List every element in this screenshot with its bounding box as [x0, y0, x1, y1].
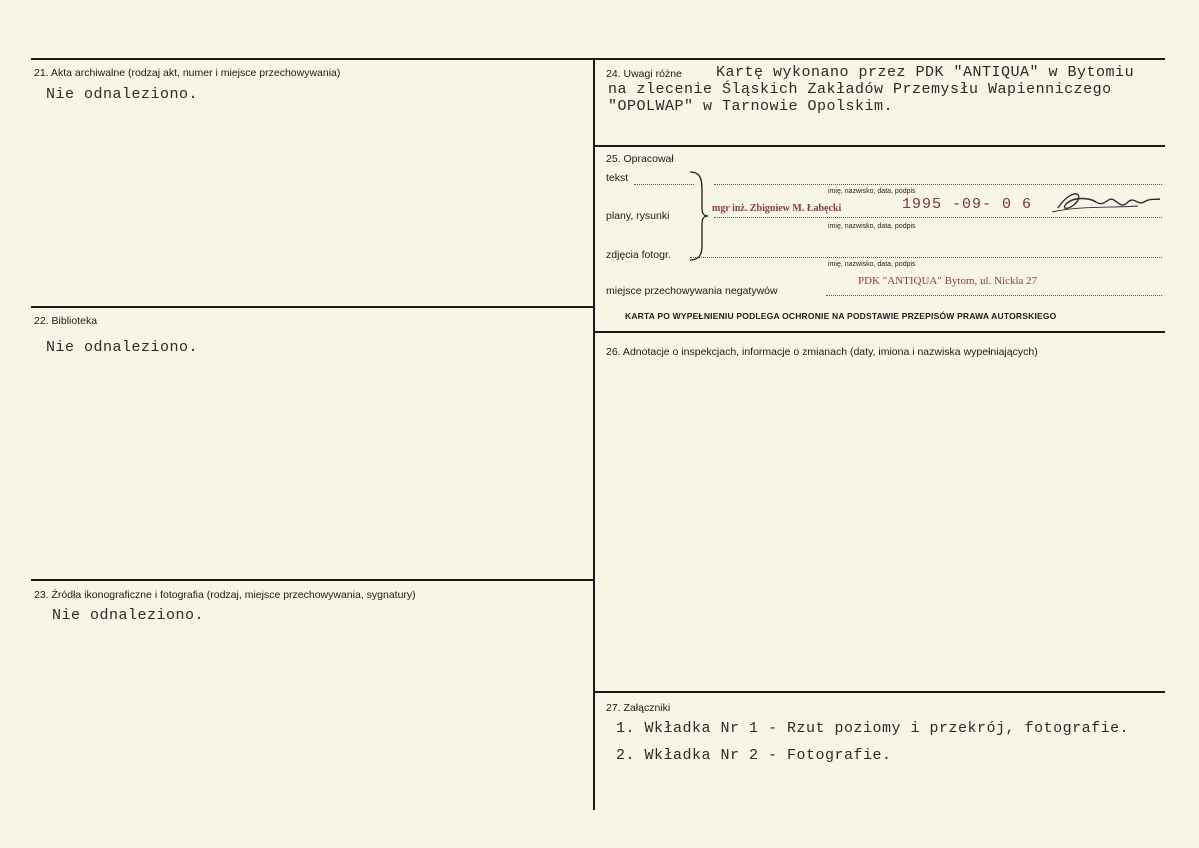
rule-26-27	[594, 691, 1165, 693]
caption-2: imię, nazwisko, data, podpis	[828, 223, 916, 230]
stamp-author-name: mgr inż. Zbigniew M. Łabęcki	[712, 203, 842, 214]
row-tekst-label: tekst	[606, 172, 629, 184]
section-23-value: Nie odnaleziono.	[52, 607, 205, 624]
row-plany-label: plany, rysunki	[606, 210, 670, 222]
center-divider	[593, 58, 595, 810]
section-24-line2: na zlecenie Śląskich Zakładów Przemysłu Wapienniczego	[608, 81, 1112, 98]
section-24-line3: "OPOLWAP" w Tarnowie Opolskim.	[608, 98, 894, 115]
brace-mark	[688, 170, 710, 262]
row-zdjecia-label: zdjęcia fotogr.	[606, 249, 671, 261]
section-22-value: Nie odnaleziono.	[46, 339, 199, 356]
section-24-label: 24. Uwagi różne	[606, 68, 682, 80]
section-25-label: 25. Opracował	[606, 153, 674, 165]
rule-21-22	[31, 306, 594, 308]
rule-24-25	[594, 145, 1165, 147]
copyright-note: KARTA PO WYPEŁNIENIU PODLEGA OCHRONIE NA PODSTAWIE PRZEPISÓW PRAWA AUTORSKIEGO	[625, 311, 1057, 321]
section-23-label: 23. Źródła ikonograficzne i fotografia (rodzaj, miejsce przechowywania, sygnatury)	[34, 589, 416, 601]
row-tekst-rule-right	[714, 184, 1162, 185]
section-26-label: 26. Adnotacje o inspekcjach, informacje o zmianach (daty, imiona i nazwiska wypełniających)	[606, 346, 1038, 358]
row-miejsce-label: miejsce przechowywania negatywów	[606, 285, 778, 297]
section-21-value: Nie odnaleziono.	[46, 86, 199, 103]
caption-3: imię, nazwisko, data, podpis	[828, 261, 916, 268]
signature-mark	[1048, 186, 1168, 220]
stamp-place: PDK "ANTIQUA" Bytom, ul. Nickla 27	[858, 275, 1038, 287]
top-rule	[31, 58, 1165, 60]
rule-22-23	[31, 579, 594, 581]
section-24-line1: Kartę wykonano przez PDK "ANTIQUA" w Bytomiu	[716, 64, 1135, 81]
caption-1: imię, nazwisko, data, podpis	[828, 188, 916, 195]
rule-25-26	[594, 331, 1165, 333]
section-27-label: 27. Załączniki	[606, 702, 671, 714]
section-27-item2: 2. Wkładka Nr 2 - Fotografie.	[616, 747, 892, 764]
row-miejsce-rule	[826, 295, 1162, 296]
section-27-item1: 1. Wkładka Nr 1 - Rzut poziomy i przekrój, fotografie.	[616, 720, 1130, 737]
row-zdjecia-rule	[690, 257, 1162, 258]
section-21-label: 21. Akta archiwalne (rodzaj akt, numer i miejsce przechowywania)	[34, 67, 341, 79]
stamp-date: 1995 -09- 0 6	[902, 196, 1033, 213]
section-22-label: 22. Biblioteka	[34, 315, 98, 327]
row-tekst-rule	[634, 184, 694, 185]
